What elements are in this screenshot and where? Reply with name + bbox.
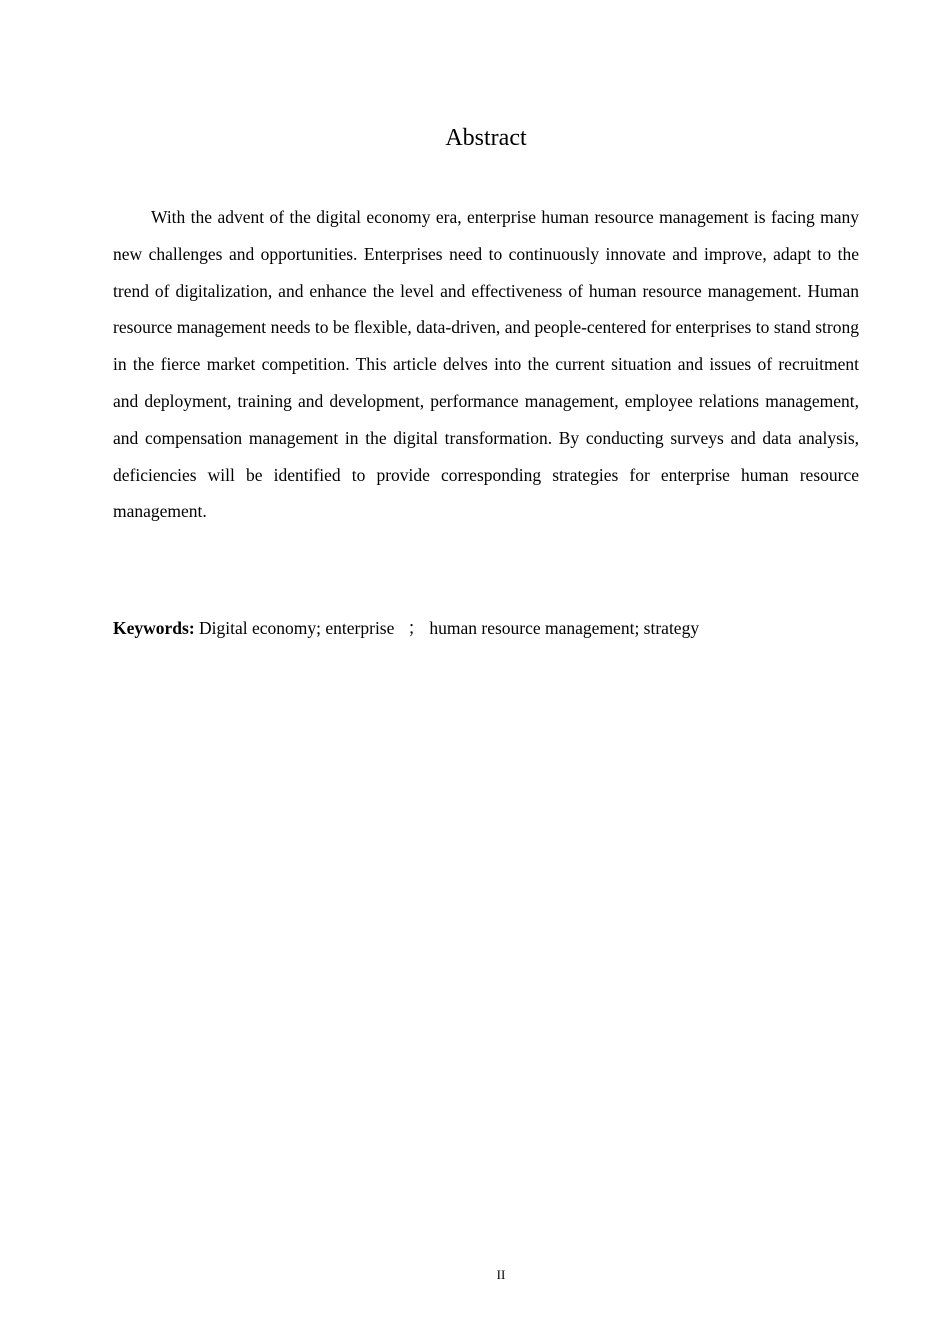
page-number: II <box>496 1267 506 1282</box>
abstract-title: Abstract <box>445 125 527 151</box>
abstract-body: With the advent of the digital economy era, enterprise human resource management is facing many new challenges and opportunities. Enterprises need to continuously innovate and improve, adapt to the trend of digitalization, and enhance the level and effectiveness of human resource management. Human resource management needs to be flexible, data-driven, and people-centered for enterprises to stand strong in the fierce market competition. This article delves into the current situation and issues of recruitment and deployment, training and development, performance management, employee relations management, and compensation management in the digital transformation. By conducting surveys and data analysis, deficiencies will be identified to provide corresponding strategies for enterprise human resource management. <box>113 207 859 522</box>
keywords-label: Keywords: <box>113 618 195 638</box>
keywords-text: Digital economy; enterprise ； human resource management; strategy <box>194 618 700 638</box>
keywords-line <box>113 614 859 642</box>
